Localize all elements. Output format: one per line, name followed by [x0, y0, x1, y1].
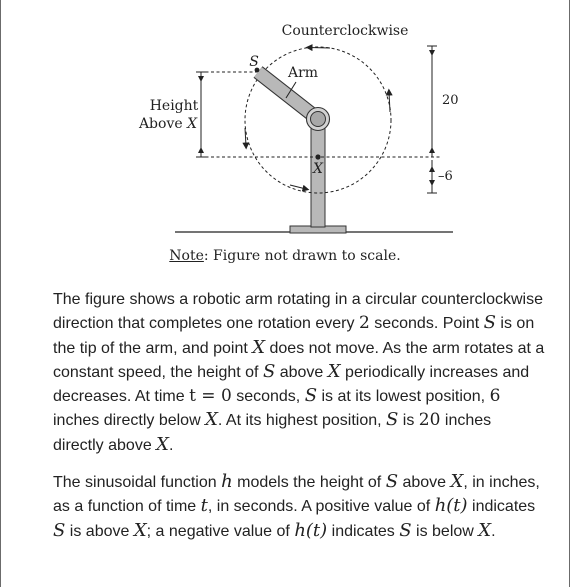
math-variable: X — [327, 360, 341, 382]
math-variable: S — [483, 312, 496, 334]
text-run: . — [169, 436, 174, 454]
math-number: 6 — [489, 386, 501, 407]
direction-arrow-top — [309, 48, 330, 49]
pivot-inner — [311, 112, 326, 127]
direction-arrow-right — [389, 92, 390, 112]
text-run: indicates — [467, 498, 536, 516]
text-run: seconds. Point — [369, 315, 484, 333]
text-run: . — [491, 522, 496, 540]
math-variable: S — [386, 409, 399, 431]
text-run: ; a negative value of — [146, 522, 295, 540]
direction-label: Counterclockwise — [281, 23, 409, 39]
height-dimension — [196, 72, 206, 157]
upper-dimension — [427, 46, 437, 157]
math-variable: t — [200, 495, 208, 517]
math-function: h(t) — [434, 495, 468, 517]
math-equation: t = 0 — [189, 386, 232, 407]
math-variable: X — [450, 471, 464, 492]
math-number: 20 — [418, 410, 441, 431]
direction-arrow-bottom — [290, 185, 306, 189]
dimension-20-label: 20 — [442, 93, 459, 108]
robotic-arm-figure — [0, 0, 570, 245]
text-run: periodically increases and decreases. At time — [53, 363, 530, 406]
text-run: above — [275, 363, 328, 381]
function-paragraph — [53, 470, 545, 543]
point-x-label: X — [313, 161, 323, 177]
height-label-line1: Height — [149, 98, 199, 114]
text-run: is above — [65, 522, 134, 540]
text-run: . At its highest position, — [217, 412, 386, 430]
dimension-neg6-label: –6 — [438, 169, 453, 184]
text-run: seconds, — [231, 388, 305, 406]
text-run: is below — [411, 522, 479, 540]
point-s-label: S — [249, 54, 259, 70]
text-run: The sinusoidal function — [53, 474, 222, 491]
math-variable: S — [262, 360, 276, 382]
note-prefix: Note — [169, 248, 204, 264]
math-variable: S — [385, 471, 399, 492]
math-variable: S — [53, 519, 66, 541]
note-text: : Figure not drawn to scale. — [203, 248, 401, 264]
point-x-marker — [315, 154, 320, 159]
math-function: h(t) — [294, 519, 328, 541]
math-variable: X — [205, 409, 218, 431]
lower-dimension — [427, 160, 437, 193]
description-paragraph — [53, 288, 545, 457]
math-variable: X — [252, 336, 266, 358]
math-number: 2 — [358, 313, 370, 334]
text-run: is on the tip of the arm, and point — [53, 315, 535, 357]
text-run: models the height of — [232, 474, 386, 491]
math-variable: S — [304, 385, 318, 407]
figure-note — [0, 248, 570, 264]
text-run: The figure shows a robotic arm rotating in a circular counterclockwise direction that completes one rotation every — [53, 291, 543, 333]
text-run: , in seconds. A positive value of — [207, 498, 435, 516]
text-run: , in inches, as a function of time — [53, 474, 540, 516]
text-run: is — [398, 412, 419, 430]
text-run: is at its lowest position, — [317, 388, 490, 406]
math-variable: S — [399, 519, 412, 541]
math-variable: X — [133, 519, 147, 541]
math-variable: h — [221, 471, 233, 492]
text-run: inches directly above — [53, 412, 492, 454]
text-run: inches directly below — [53, 412, 206, 430]
height-label-line2: Above X — [138, 116, 198, 132]
text-run: above — [398, 474, 451, 491]
math-variable: X — [156, 433, 169, 455]
text-run: indicates — [327, 522, 400, 540]
direction-arrow-left — [245, 128, 246, 146]
text-run: does not move. As the arm rotates at a constant speed, the height of — [53, 339, 545, 381]
math-variable: X — [478, 519, 492, 541]
arm-label: Arm — [287, 65, 319, 81]
